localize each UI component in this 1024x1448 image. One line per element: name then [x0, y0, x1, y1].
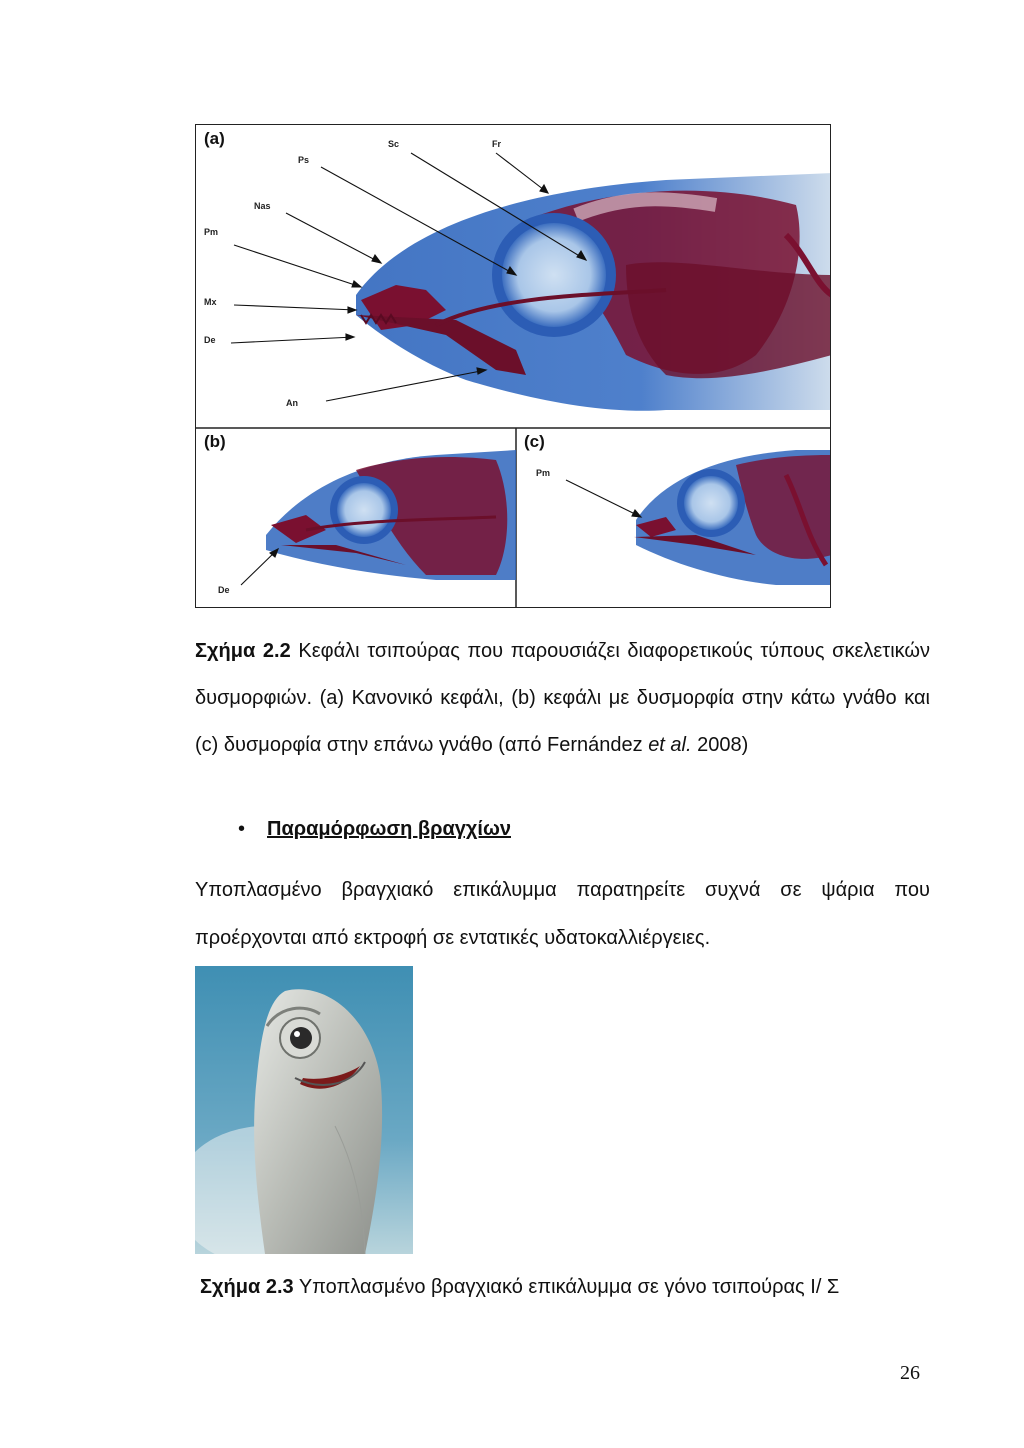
figure-2-3-label: Σχήμα 2.3: [200, 1276, 294, 1298]
fish-photo: [195, 966, 413, 1254]
figure-2-2-caption: [195, 628, 930, 769]
figure-2-3-photo: [195, 966, 413, 1254]
bullet-point: •: [238, 818, 246, 840]
panel-c-image: [566, 450, 831, 585]
label-sc: Sc: [388, 139, 400, 149]
label-ps: Ps: [298, 155, 310, 165]
section-heading-text: Παραμόρφωση βραγχίων: [267, 818, 511, 840]
panel-label-a: (a): [204, 129, 225, 148]
label-de: De: [204, 335, 216, 345]
figure-2-2-caption-year: 2008): [691, 734, 749, 756]
label-c-pm: Pm: [536, 468, 551, 478]
panel-label-b: (b): [204, 432, 226, 451]
label-an: An: [286, 398, 298, 408]
skeleton-photo-composite: [196, 125, 831, 608]
caption-et-al: et al.: [648, 734, 692, 756]
figure-2-3-caption: [200, 1276, 839, 1299]
label-pm: Pm: [204, 227, 219, 237]
label-mx: Mx: [204, 297, 217, 307]
figure-2-2: [195, 124, 831, 608]
panel-label-c: (c): [524, 432, 545, 451]
panel-a-image: [231, 153, 831, 411]
section-heading: [238, 818, 511, 841]
label-nas: Nas: [254, 201, 271, 211]
label-b-de: De: [218, 585, 230, 595]
figure-2-3-caption-text: Υποπλασμένο βραγχιακό επικάλυμμα σε γόνο τσιπούρας Ι/ Σ: [293, 1276, 840, 1298]
label-fr: Fr: [492, 139, 501, 149]
figure-2-2-caption-text: Κεφάλι τσιπούρας που παρουσιάζει διαφορετικούς τύπους σκελετικών δυσμορφιών. (a) Κανονικό κεφάλι, (b) κεφάλι με δυσμορφία στην κάτω γνάθο και (c) δυσμορφία στην επάνω γνάθο (από Fernández: [195, 640, 931, 756]
panel-b-image: [241, 450, 516, 585]
page-number: 26: [900, 1362, 920, 1384]
figure-2-2-label: Σχήμα 2.2: [195, 640, 291, 662]
section-paragraph: Υποπλασμένο βραγχιακό επικάλυμμα παρατηρείτε συχνά σε ψάρια που προέρχονται από εκτροφή σε εντατικές υδατοκαλλιέργειες.: [195, 879, 930, 949]
